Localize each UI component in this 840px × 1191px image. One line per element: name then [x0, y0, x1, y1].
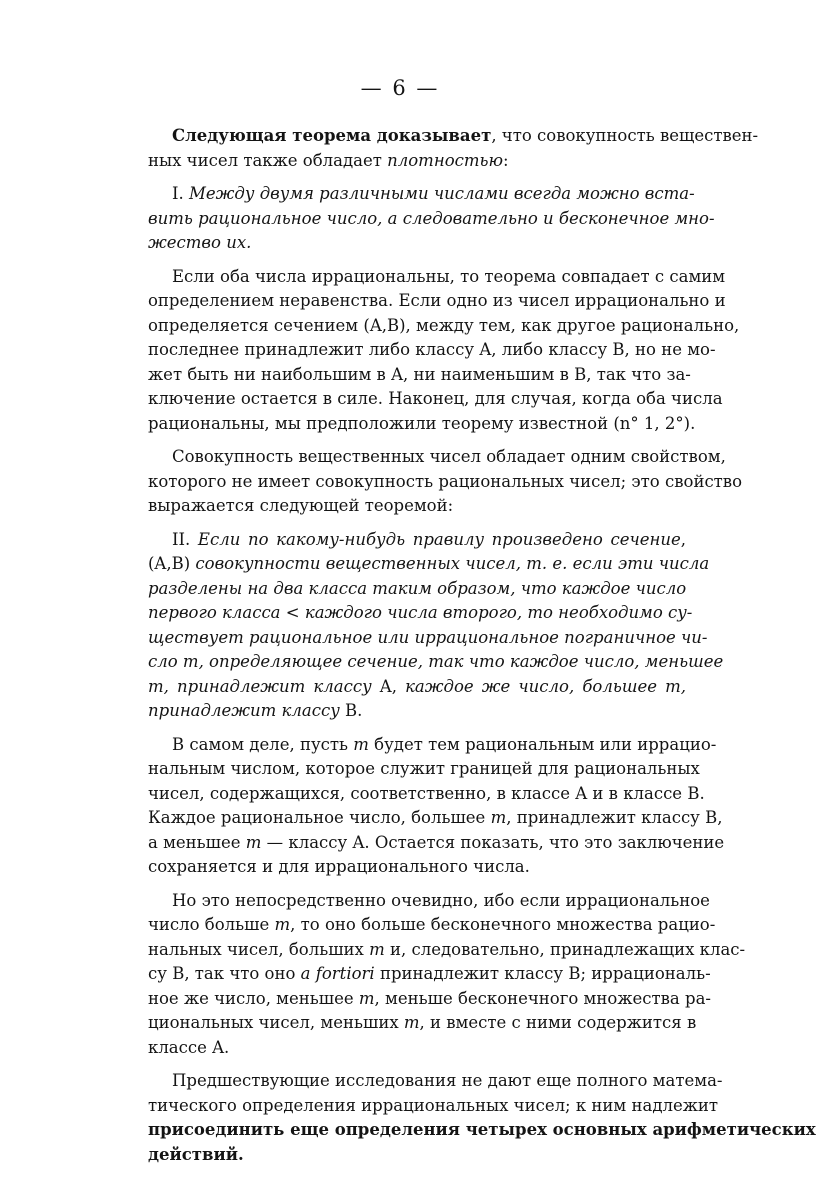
italic-text: разделены на два класса таким образом, что каждое число — [148, 578, 687, 598]
paragraph-closing — [148, 1069, 816, 1167]
text-line — [148, 1143, 686, 1168]
text-line — [148, 412, 696, 437]
text-run: будет тем рациональным или иррацио- — [368, 734, 717, 754]
text-line — [148, 782, 705, 807]
page-number: — 6 — — [360, 76, 440, 100]
text-line — [148, 494, 686, 519]
text-line — [148, 1094, 719, 1119]
text-line — [148, 757, 700, 782]
text-line — [148, 913, 716, 938]
bold-text: действий. — [148, 1144, 244, 1164]
text-run: нальным числом, которое служит границей для рациональных — [148, 759, 700, 778]
text-run: , то оно больше бесконечного множества рацио- — [290, 915, 716, 934]
text-line — [148, 207, 715, 232]
text-run: сохраняется и для иррационального числа. — [148, 857, 530, 876]
text-run: B. — [345, 701, 363, 720]
text-run: , и вместе с ними содержится в — [419, 1013, 697, 1032]
bold-text: Следующая теорема доказывает — [172, 126, 492, 145]
text-line — [148, 699, 686, 724]
italic-text: принадлежит классу — [148, 701, 346, 720]
text-run: су B, так что оно — [148, 964, 301, 983]
italic-text: вить рациональное число, а следовательно и бесконечное мно- — [148, 208, 715, 228]
text-run: Предшествующие исследования не дают еще полного матема- — [172, 1071, 723, 1090]
italic-text: первого класса < каждого числа второго, то необходимо су- — [148, 603, 693, 622]
text-line — [148, 987, 711, 1012]
body-text — [148, 124, 816, 1176]
text-run: Каждое рациональное число, большее — [148, 808, 491, 827]
italic-text: m — [245, 832, 262, 852]
italic-text: m — [403, 1013, 420, 1032]
paragraph-property — [148, 445, 743, 519]
italic-text: каждое же число, большее m, — [405, 676, 687, 696]
text-line — [148, 733, 717, 758]
text-run: , принадлежит классу B, — [506, 808, 723, 827]
text-line — [148, 1118, 816, 1143]
italic-text: плотностью — [387, 150, 504, 170]
text-line — [148, 552, 710, 577]
text-run: определяется сечением (A,B), между тем, как другое рационально, — [148, 315, 740, 335]
paragraph-proof-3 — [148, 889, 746, 1061]
italic-text: m — [358, 988, 375, 1008]
text-line — [148, 626, 708, 651]
text-run: выражается следующей теоремой: — [148, 496, 454, 515]
paragraph-theorem-1 — [148, 182, 715, 256]
text-run: Если оба числа иррациональны, то теорема совпадает с самим — [172, 266, 726, 286]
text-run: нальных чисел, больших — [148, 939, 370, 959]
text-run: II. — [172, 529, 198, 549]
text-run: которого не имеет совокупность рациональных чисел; это свойство — [148, 471, 743, 491]
text-run: (A,B) — [148, 554, 196, 573]
text-run: число больше — [148, 915, 275, 934]
text-line — [148, 889, 710, 914]
text-line — [148, 470, 743, 495]
text-run: а меньшее — [148, 832, 246, 852]
italic-text: m — [353, 734, 369, 754]
text-run: определением неравенства. Если одно из чисел иррационально и — [148, 291, 726, 310]
text-line — [148, 601, 693, 626]
text-line — [148, 855, 686, 880]
text-run: — классу A. Остается показать, что это заключение — [261, 832, 725, 852]
text-line — [148, 1036, 686, 1061]
text-run: , меньше бесконечного множества ра- — [374, 988, 711, 1008]
text-run: рациональны, мы предположили теорему известной (n° 1, 2°). — [148, 413, 696, 433]
paragraph-proof-2 — [148, 733, 725, 880]
text-run: Но это непосредственно очевидно, ибо если иррациональное — [172, 890, 710, 910]
italic-text: ществует рациональное или иррациональное пограничное чи- — [148, 627, 708, 647]
text-run: Совокупность вещественных чисел обладает одним свойством, — [172, 447, 726, 466]
text-run: циональных чисел, меньших — [148, 1013, 404, 1032]
text-line — [148, 675, 686, 700]
text-line — [148, 338, 716, 363]
text-line — [148, 1011, 697, 1036]
text-line — [148, 831, 725, 856]
italic-text: a fortiori — [300, 964, 375, 983]
text-run: , что совокупность веществен- — [491, 126, 759, 145]
text-line — [148, 149, 686, 174]
italic-text: совокупности вещественных чисел, т. е. если эти числа — [195, 554, 710, 573]
italic-text: Если по какому-нибудь правилу произведено сечение — [197, 529, 681, 549]
text-line — [148, 289, 726, 314]
text-line — [148, 1069, 723, 1094]
italic-text: жество их. — [148, 233, 252, 252]
text-run: тического определения иррациональных чисел; к ним надлежит — [148, 1095, 719, 1115]
italic-text: Между двумя различными числами всегда можно вста- — [189, 184, 695, 203]
paragraph-theorem-2 — [148, 528, 724, 724]
italic-text: m — [490, 808, 507, 827]
text-run: последнее принадлежит либо классу A, либо классу B, но не мо- — [148, 340, 716, 359]
text-run: В самом деле, пусть — [172, 734, 354, 754]
text-line — [148, 314, 740, 339]
italic-text: m — [369, 939, 385, 959]
bold-text: присоединить еще определения четырех основных арифметических — [148, 1120, 816, 1139]
text-run: : — [503, 150, 509, 170]
text-line — [148, 806, 723, 831]
text-line — [148, 962, 711, 987]
paragraph-proof-1 — [148, 265, 740, 437]
text-line — [148, 363, 691, 388]
text-line — [148, 182, 695, 207]
italic-text: m — [274, 915, 291, 934]
paragraph-intro — [148, 124, 759, 173]
text-line — [148, 577, 686, 602]
text-line — [148, 938, 746, 963]
text-run: , — [680, 529, 686, 549]
text-line — [148, 265, 726, 290]
text-line — [148, 528, 686, 553]
text-run: ных чисел также обладает — [148, 150, 388, 170]
text-line — [148, 650, 724, 675]
italic-text: m, принадлежит классу — [148, 676, 380, 696]
text-line — [148, 124, 759, 149]
text-line — [148, 445, 726, 470]
italic-text: сло m, определяющее сечение, так что каждое число, меньшее — [148, 652, 724, 671]
text-run: классе A. — [148, 1037, 230, 1057]
text-run: A, — [379, 676, 406, 696]
text-line — [148, 387, 723, 412]
text-run: ключение остается в силе. Наконец, для случая, когда оба числа — [148, 389, 723, 408]
text-run: принадлежит классу B; иррациональ- — [374, 964, 711, 983]
text-run: ное же число, меньшее — [148, 988, 359, 1008]
text-run: и, следовательно, принадлежащих клас- — [384, 939, 746, 959]
text-run: I. — [172, 184, 190, 203]
text-run: жет быть ни наибольшим в A, ни наименьшим в B, так что за- — [148, 364, 691, 384]
text-line — [148, 231, 686, 256]
text-run: чисел, содержащихся, соответственно, в классе A и в классе B. — [148, 783, 705, 803]
